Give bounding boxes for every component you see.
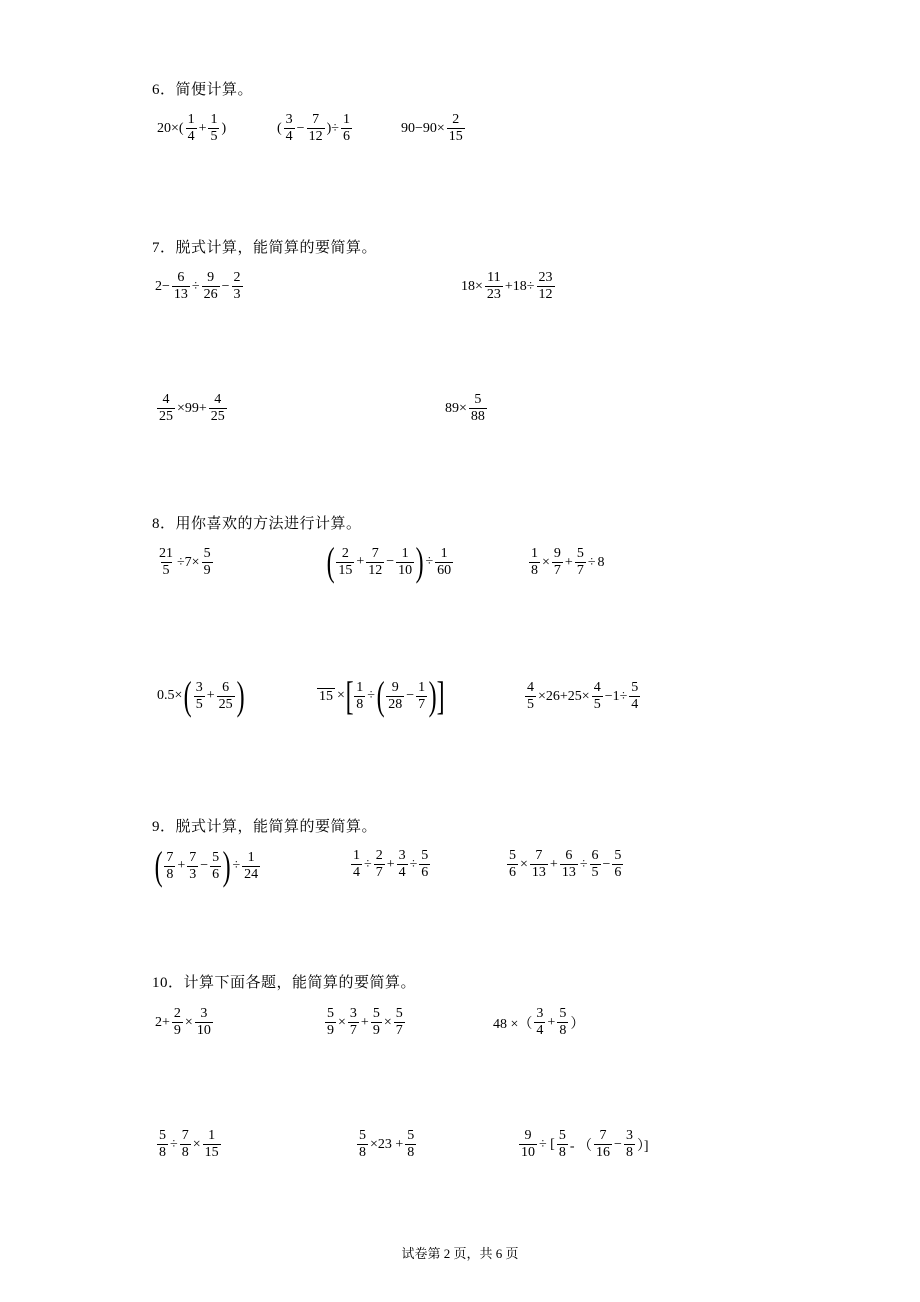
fraction: $\frac{5}{9}$ bbox=[372, 1006, 380, 1038]
fraction: $\frac{5}{8}$ bbox=[407, 1128, 415, 1160]
expr-6-1: 20×( 1 4 + $\frac{1}{5}$ ) bbox=[157, 112, 227, 144]
expr-9-2: $\frac{1}{4}$ ÷ $\frac{2}{7}$ + $\frac{3}{4}$ ÷ $\frac{5}{6}$ bbox=[353, 848, 429, 880]
fraction: $\frac{5}{6}$ bbox=[421, 848, 429, 880]
expr-10-6: $\frac{9}{10}$ ÷ [ 5 8 - （ 7 16 − $\frac{3}{8}$ ）] bbox=[521, 1128, 649, 1160]
expr-10-2: $\frac{5}{9}$ × $\frac{3}{7}$ + $\frac{5}{9}$ × $\frac{5}{7}$ bbox=[327, 1006, 403, 1038]
fraction: $\frac{5}{9}$ bbox=[327, 1006, 334, 1038]
fraction: $\frac{1}{60}$ bbox=[437, 545, 452, 578]
fraction: $\frac{5}{4}$ bbox=[631, 680, 639, 712]
expr-7-3: $\frac{4}{25}$ ×99+ $\frac{4}{25}$ bbox=[159, 392, 225, 424]
expr-8-3: $\frac{1}{8}$ × $\frac{9}{7}$ + $\frac{5}{7}$ ÷ 8 bbox=[531, 546, 605, 578]
fraction: 3 4 bbox=[285, 112, 293, 144]
fraction: $\frac{1}{4}$ bbox=[353, 848, 360, 880]
fraction: $\frac{11}{23}$ bbox=[486, 270, 501, 302]
fraction: $\frac{3}{7}$ bbox=[349, 1006, 357, 1038]
fraction: $\frac{5}{6}$ bbox=[509, 848, 516, 880]
fraction: $\frac{2}{3}$ bbox=[233, 270, 241, 302]
fraction: $\frac{7}{3}$ bbox=[189, 849, 197, 882]
fraction: $\frac{6}{13}$ bbox=[173, 270, 188, 302]
expr-8-2: ( 2 15 + $\frac{7}{12}$ − $\frac{1}{10}$ ) ÷ $\frac{1}{60}$ bbox=[326, 539, 452, 584]
fraction: $\frac{7}{13}$ bbox=[531, 848, 546, 880]
fraction: $\frac{2}{9}$ bbox=[173, 1006, 181, 1038]
expr-7-4: 89× $\frac{5}{88}$ bbox=[445, 392, 485, 424]
fraction: $\frac{9}{7}$ bbox=[553, 546, 561, 578]
fraction: 7 8 bbox=[166, 849, 174, 882]
fraction: 7 16 bbox=[596, 1128, 611, 1160]
question-10-title: 10．计算下面各题，能简算的要简算。 bbox=[152, 975, 417, 991]
question-6-title: 6．简便计算。 bbox=[152, 82, 254, 98]
fraction: $\frac{4}{5}$ bbox=[593, 680, 601, 712]
fraction: $\frac{7}{12}$ bbox=[368, 545, 383, 578]
fraction: $\frac{9}{10}$ bbox=[521, 1128, 535, 1160]
expr-8-5: 15 × [ $\frac{1}{8}$ ÷ ( 9 28 − $\frac{1}{7}$ ) ] bbox=[319, 673, 446, 718]
fraction: $\frac{7}{12}$ bbox=[308, 112, 323, 144]
expr-10-4: $\frac{5}{8}$ ÷ $\frac{7}{8}$ × $\frac{1}{15}$ bbox=[159, 1128, 219, 1160]
fraction: $\frac{1}{8}$ bbox=[531, 546, 538, 578]
expr-7-2: 18× $\frac{11}{23}$ +18÷ $\frac{23}{12}$ bbox=[461, 270, 553, 302]
page-footer: 试卷第 2 页，共 6 页 bbox=[401, 1246, 519, 1261]
fraction: 2 15 bbox=[338, 545, 353, 578]
expr-8-1: $\frac{21}{5}$ ÷7× $\frac{5}{9}$ bbox=[159, 546, 211, 578]
fraction: 1 4 bbox=[187, 112, 195, 144]
fraction: $\frac{3}{8}$ bbox=[625, 1128, 633, 1160]
expr-9-3: $\frac{5}{6}$ × $\frac{7}{13}$ + $\frac{6}{13}$ ÷ $\frac{6}{5}$ − $\frac{5}{6}$ bbox=[509, 848, 622, 880]
fraction: $\frac{5}{8}$ bbox=[559, 1006, 567, 1038]
fraction: $\frac{5}{8}$ bbox=[359, 1128, 366, 1160]
fraction: $\frac{9}{26}$ bbox=[203, 270, 218, 302]
fraction: $\frac{5}{6}$ bbox=[212, 849, 220, 882]
fraction: $\frac{1}{5}$ bbox=[210, 112, 218, 144]
fraction: $\frac{5}{6}$ bbox=[614, 848, 622, 880]
question-8-title: 8．用你喜欢的方法进行计算。 bbox=[152, 516, 362, 532]
fraction: $\frac{6}{25}$ bbox=[218, 679, 233, 712]
fraction: $\frac{1}{8}$ bbox=[356, 679, 364, 712]
fraction: $\frac{2}{15}$ bbox=[448, 112, 463, 144]
fraction: $\frac{5}{88}$ bbox=[470, 392, 485, 424]
expr-10-5: $\frac{5}{8}$ ×23 + $\frac{5}{8}$ bbox=[359, 1128, 415, 1160]
fraction: $\frac{5}{9}$ bbox=[203, 546, 211, 578]
fraction: 3 4 bbox=[536, 1006, 544, 1038]
fraction: $\frac{23}{12}$ bbox=[538, 270, 553, 302]
fraction: $\frac{3}{10}$ bbox=[196, 1006, 211, 1038]
expr-10-1: 2+ $\frac{2}{9}$ × $\frac{3}{10}$ bbox=[155, 1006, 211, 1038]
fraction: $\frac{5}{8}$ bbox=[159, 1128, 166, 1160]
fraction: $\frac{1}{15}$ bbox=[204, 1128, 219, 1160]
expr-9-1: ( 7 8 + $\frac{7}{3}$ − $\frac{5}{6}$ ) ÷ $\frac{1}{24}$ bbox=[154, 843, 259, 888]
fraction: $\frac{2}{7}$ bbox=[375, 848, 383, 880]
fraction: $\frac{3}{4}$ bbox=[398, 848, 406, 880]
expr-7-1: 2− $\frac{6}{13}$ ÷ $\frac{9}{26}$ − $\frac{2}{3}$ bbox=[155, 270, 241, 302]
fraction: $\frac{1}{6}$ bbox=[342, 112, 350, 144]
fraction: $\frac{5}{7}$ bbox=[576, 546, 584, 578]
fraction: $\frac{7}{8}$ bbox=[181, 1128, 189, 1160]
question-7-title: 7．脱式计算，能简算的要简算。 bbox=[152, 240, 378, 256]
fraction: $\frac{4}{25}$ bbox=[159, 392, 173, 424]
question-9-title: 9．脱式计算，能简算的要简算。 bbox=[152, 819, 378, 835]
fraction: $\frac{1}{24}$ bbox=[244, 849, 259, 882]
fraction: $\frac{5}{7}$ bbox=[395, 1006, 403, 1038]
fraction: $\frac{4}{25}$ bbox=[210, 392, 225, 424]
fraction: 3 5 bbox=[195, 679, 203, 712]
expr-8-4: 0.5× ( 3 5 + $\frac{6}{25}$ ) bbox=[157, 673, 245, 718]
fraction: $\frac{4}{5}$ bbox=[527, 680, 534, 712]
expr-6-3: 90−90× $\frac{2}{15}$ bbox=[401, 112, 463, 144]
fraction: $\frac{6}{5}$ bbox=[591, 848, 599, 880]
expr-10-3: 48 ×（ 3 4 + $\frac{5}{8}$ ） bbox=[493, 1006, 585, 1038]
fraction: $\frac{6}{13}$ bbox=[561, 848, 576, 880]
fraction: 9 28 bbox=[388, 679, 403, 712]
expr-8-6: $\frac{4}{5}$ ×26+25× $\frac{4}{5}$ −1÷ $\frac{5}{4}$ bbox=[527, 680, 639, 712]
fraction: 15 bbox=[319, 688, 333, 704]
fraction: 5 8 bbox=[558, 1128, 566, 1160]
expr-6-2: ( 3 4 − $\frac{7}{12}$ )÷ $\frac{1}{6}$ bbox=[277, 112, 350, 144]
fraction: $\frac{1}{7}$ bbox=[418, 679, 426, 712]
fraction: $\frac{21}{5}$ bbox=[159, 546, 173, 578]
fraction: $\frac{1}{10}$ bbox=[398, 545, 413, 578]
